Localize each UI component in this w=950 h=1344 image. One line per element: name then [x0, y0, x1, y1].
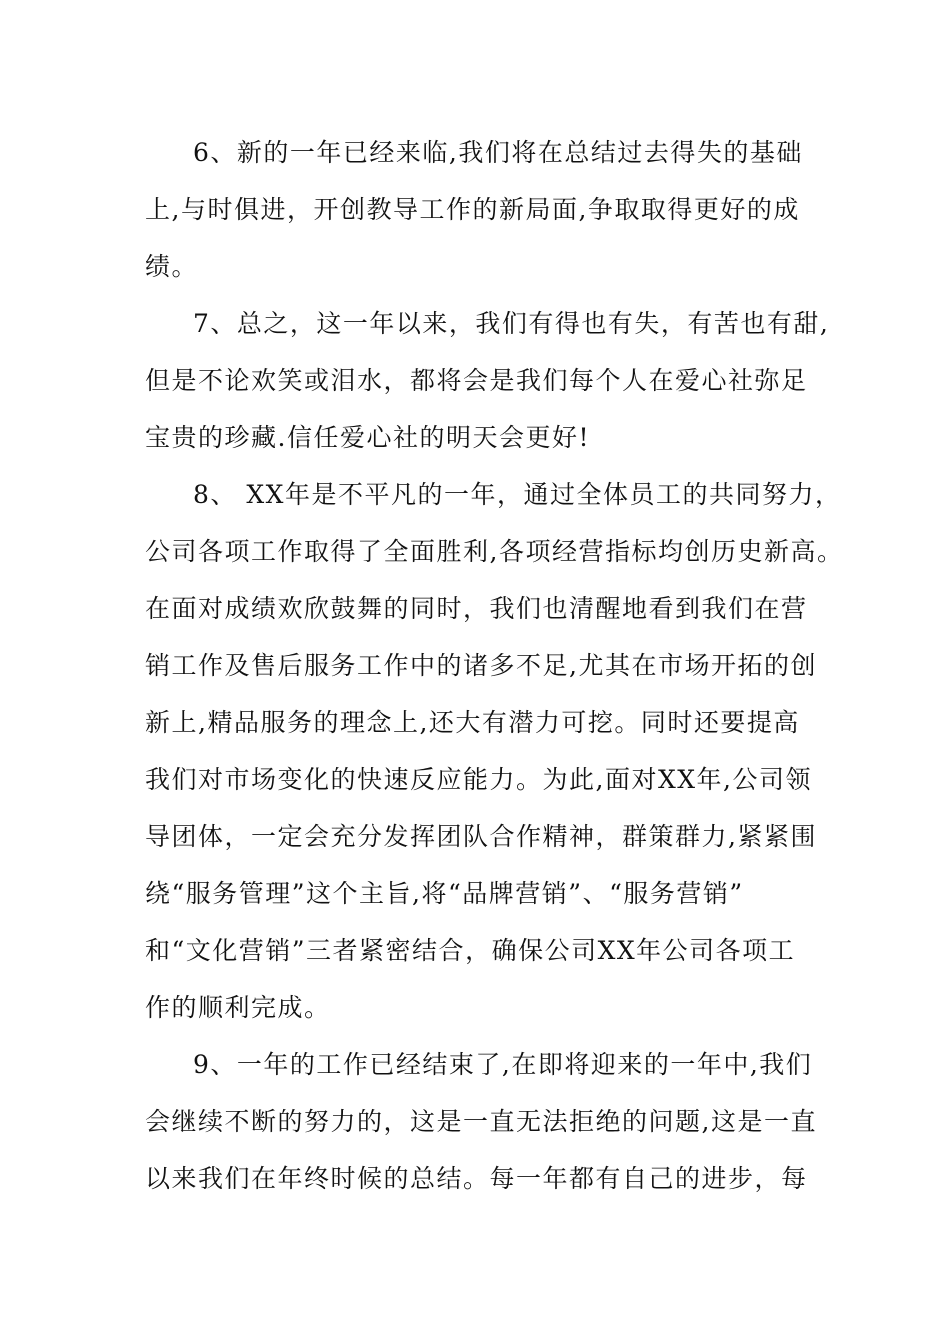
paragraph-8-line-2: 公司各项工作取得了全面胜利,各项经营指标均创历史新高。: [145, 537, 844, 566]
paragraph-9-line-2: 会继续不断的努力的，这是一直无法拒绝的问题,这是一直: [145, 1107, 817, 1136]
paragraph-8-line-6: 我们对市场变化的快速反应能力。为此,面对XX年,公司领: [145, 765, 812, 794]
paragraph-9-line-1: 9、一年的工作已经结束了,在即将迎来的一年中,我们: [193, 1050, 813, 1079]
paragraph-8-line-1: 8、 XX年是不平凡的一年，通过全体员工的共同努力，: [193, 480, 842, 509]
paragraph-6-line-3: 绩。: [145, 252, 199, 281]
paragraph-6-line-1: 6、新的一年已经来临,我们将在总结过去得失的基础: [193, 138, 803, 167]
paragraph-7-line-2: 但是不论欢笑或泪水，都将会是我们每个人在爱心社弥足: [145, 366, 808, 395]
paragraph-8-line-3: 在面对成绩欢欣鼓舞的同时，我们也清醒地看到我们在营: [145, 594, 808, 623]
paragraph-9-line-3: 以来我们在年终时候的总结。每一年都有自己的进步，每: [145, 1164, 808, 1193]
paragraph-8-line-4: 销工作及售后服务工作中的诸多不足,尤其在市场开拓的创: [145, 651, 817, 680]
paragraph-6-line-2: 上,与时俱进，开创教导工作的新局面,争取取得更好的成: [145, 195, 800, 224]
paragraph-8-line-8: 绕“服务管理”这个主旨,将“品牌营销”、“服务营销”: [145, 879, 744, 908]
paragraph-8-line-9: 和“文化营销”三者紧密结合，确保公司XX年公司各项工: [145, 936, 796, 965]
paragraph-7-line-1: 7、总之，这一年以来，我们有得也有失，有苦也有甜,: [193, 309, 830, 338]
paragraph-8-line-5: 新上,精品服务的理念上,还大有潜力可挖。同时还要提高: [145, 708, 800, 737]
paragraph-7-line-3: 宝贵的珍藏.信任爱心社的明天会更好!: [145, 423, 590, 452]
paragraph-8-line-7: 导团体，一定会充分发挥团队合作精神，群策群力,紧紧围: [145, 822, 817, 851]
paragraph-8-line-10: 作的顺利完成。: [145, 993, 331, 1022]
